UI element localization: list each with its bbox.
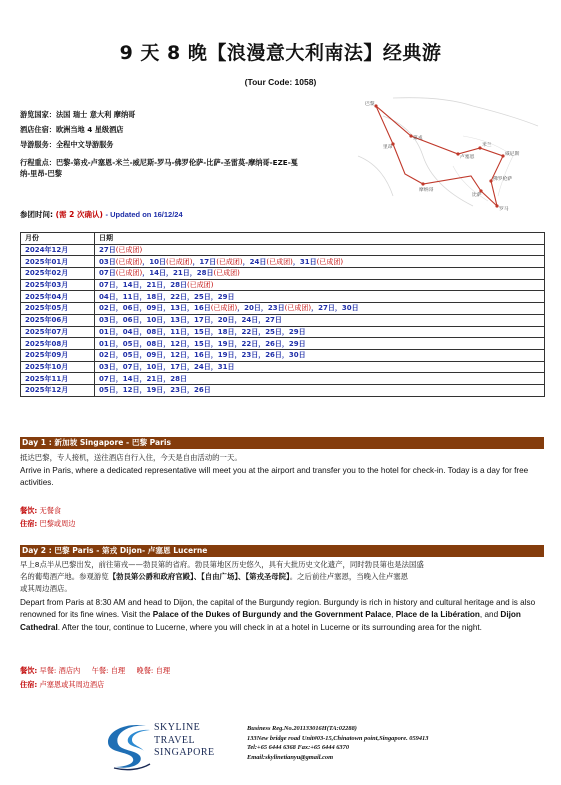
map-label-lucerne: 卢塞恩 [460, 155, 475, 160]
dates-label: 参团时间: [20, 210, 53, 219]
logo-text [154, 722, 215, 760]
dates-cell [95, 256, 545, 268]
month-cell: 2024年12月 [21, 244, 95, 256]
date-text: ，10日 [142, 257, 166, 266]
table-row [21, 338, 545, 350]
date-text: ，20日，23日 [237, 304, 285, 313]
table-row [21, 373, 545, 385]
col-month-header: 月份 [21, 233, 95, 245]
business-phone: Tel:+65 6444 6368 Fax:+65 6444 6370 [247, 744, 350, 752]
table-row [21, 326, 545, 338]
map-label-pisa: 比萨 [472, 193, 482, 198]
confirmed-tag: (已成团) [213, 269, 240, 278]
table-row [21, 244, 545, 256]
dates-table-body [21, 244, 545, 396]
confirmed-tag: (已成团) [186, 281, 214, 290]
departure-dates-table [20, 232, 545, 397]
info-highlights [20, 157, 360, 179]
day2-stay [20, 679, 104, 690]
confirmed-tag: (已成团) [210, 304, 238, 313]
info-highlights-label: 行程重点： [20, 158, 56, 167]
day2-heading: Day 2 : 巴黎 Paris - 第戎 Dijon- 卢塞恩 Lucerne [20, 545, 544, 557]
month-cell: 2025年07月 [21, 326, 95, 338]
day2-en-place: Place de la Libération [395, 610, 480, 620]
map-label-lyon: 里昂 [383, 145, 393, 150]
map-label-florence: 佛罗伦萨 [493, 177, 513, 182]
date-text: ，27日，30日 [311, 304, 359, 313]
info-hotel-value: 欧洲当地 4 星级酒店 [55, 125, 124, 134]
table-row [21, 361, 545, 373]
page-title: 9 天 8 晚【浪漫意大利南法】经典游 [119, 42, 442, 64]
date-text: 03日 [99, 257, 116, 266]
map-label-rome: 罗马 [499, 207, 509, 212]
day2-en-palace: Palace of the Dukes of Burgundy and the Government Palace [152, 610, 392, 620]
date-text: 04日，11日，18日，22日，25日，29日 [99, 292, 235, 301]
business-reg: Business Reg.No.201133016H(TA:02288) [247, 725, 357, 732]
business-address: 133New bridge road Unit#03-15,Chinatown point,Singapore. 059413 [247, 734, 429, 742]
day2-cn-line2c: 。之后前往卢塞恩，当晚入住卢塞恩 [289, 571, 409, 581]
dates-cell [95, 384, 545, 396]
departure-dates-heading [20, 209, 183, 220]
info-guide-value: 全程中文导游服务 [55, 140, 114, 149]
date-text: 01日，04日，08日，11日，15日，18日，22日，25日，29日 [99, 327, 306, 336]
dates-cell [95, 314, 545, 326]
month-cell: 2025年09月 [21, 349, 95, 361]
info-countries [20, 109, 360, 120]
day2-en-e: , and [479, 610, 501, 620]
info-highlights-line1: 巴黎-第戎-卢塞恩-米兰-威尼斯-罗马-佛罗伦萨-比萨-圣雷莫-摩纳哥-EZE-戛 [55, 158, 298, 167]
date-text: 07日，14日，21日，28日 [99, 281, 187, 290]
info-highlights-line2: 纳-里昂-巴黎 [20, 169, 62, 178]
day1-stay [20, 518, 76, 529]
date-text: 07日，14日，21日，28日 [99, 374, 187, 383]
date-text: 03日，06日，10日，13日，17日，20日，24日，27日 [99, 316, 282, 325]
dates-cell [95, 291, 545, 303]
map-label-dijon: 第戎 [413, 136, 423, 141]
day2-cn-line3: 或其周边酒店。 [20, 583, 72, 593]
day2-cn-line2a: 名的葡萄酒产地。参观游览 [20, 571, 109, 581]
day2-stay-value: 卢塞恩或其周边酒店 [39, 680, 105, 689]
month-cell: 2025年01月 [21, 256, 95, 268]
day2-description-cn [20, 559, 546, 594]
confirmed-tag: (已成团) [284, 304, 312, 313]
month-cell: 2025年04月 [21, 291, 95, 303]
dates-cell [95, 373, 545, 385]
date-text: ，24日 [242, 257, 267, 266]
date-text: ，17日 [192, 257, 217, 266]
month-cell: 2025年02月 [21, 268, 95, 280]
confirmed-tag: (已成团) [115, 246, 143, 255]
day1-description-en: Arrive in Paris, where a dedicated representative will meet you at the airport and transfer you to the hotel for check-in. Today is a day for free activities. [20, 466, 529, 488]
day2-en-c: , [391, 610, 396, 620]
table-row [21, 268, 545, 280]
business-email: Email:skylinetianyu@gmail.com [247, 753, 334, 761]
month-cell: 2025年12月 [21, 384, 95, 396]
month-cell: 2025年03月 [21, 279, 95, 291]
info-guide [20, 139, 360, 150]
info-hotel [20, 124, 360, 135]
confirmed-tag: (已成团) [165, 257, 193, 266]
day1-stay-label: 住宿: [20, 519, 38, 528]
map-label-milan: 米兰 [482, 143, 492, 148]
day2-cn-sights: 【勃艮第公爵和政府官殿】、【自由广场】、【第戎圣母院】 [108, 571, 290, 581]
confirmed-tag: (已成团) [216, 257, 243, 266]
day2-en-g: . After the tour, continue to Lucerne, where you will check in at a hotel in Lucerne or its surrounding area for the night. [57, 622, 482, 632]
table-row [21, 384, 545, 396]
table-row [21, 314, 545, 326]
month-cell: 2025年11月 [21, 373, 95, 385]
dates-cell [95, 268, 545, 280]
date-text: ，31日 [292, 257, 317, 266]
day1-meal-value: 无餐食 [39, 506, 62, 515]
day1-stay-value: 巴黎或周边 [39, 519, 76, 528]
day2-en-cathedral: Dijon Cathedral [20, 610, 521, 632]
dates-cell [95, 361, 545, 373]
dates-note: (需 2 次确认) [55, 210, 103, 219]
day2-en-a: Depart from Paris at 8:30 AM and head to Dijon, the capital of the Burgundy region. Burgundy is rich in history and cultural heritage and is also renowned for its fine wines. Visit the [20, 598, 536, 620]
dates-cell [95, 338, 545, 350]
tour-code: (Tour Code: 1058) [244, 77, 317, 87]
date-text: 02日，05日，09日，12日，16日，19日，23日，26日，30日 [99, 351, 306, 360]
day2-meal-label: 餐饮: [20, 666, 38, 675]
day2-dinner: 晚餐: 自理 [136, 666, 171, 675]
route-map [353, 96, 548, 224]
month-cell: 2025年10月 [21, 361, 95, 373]
date-text: 01日，05日，08日，12日，15日，19日，22日，26日，29日 [99, 339, 306, 348]
table-row [21, 349, 545, 361]
day2-breakfast: 早餐: 酒店内 [39, 666, 81, 675]
day1-description-cn: 抵达巴黎，专人接机，送往酒店自行入住，今天是自由活动的一天。 [20, 453, 242, 462]
day2-meals [20, 665, 170, 676]
logo-line3: SINGAPORE [154, 747, 215, 758]
dates-updated: - Updated on 16/12/24 [105, 210, 183, 219]
confirmed-tag: (已成团) [266, 257, 293, 266]
day2-description-en [20, 597, 546, 634]
month-cell: 2025年08月 [21, 338, 95, 350]
info-countries-label: 游览国家： [20, 110, 56, 119]
date-text: 02日，06日，09日，13日，16日 [99, 304, 211, 313]
dates-cell [95, 303, 545, 315]
confirmed-tag: (已成团) [316, 257, 344, 266]
date-text: 03日，07日，10日，17日，24日，31日 [99, 362, 235, 371]
dates-cell [95, 326, 545, 338]
day1-heading: Day 1 : 新加坡 Singapore - 巴黎 Paris [20, 437, 544, 449]
logo-line1: SKYLINE [154, 722, 201, 733]
day2-cn-line1: 早上8点半从巴黎出发，前往第戎——勃艮第的省府。勃艮第地区历史悠久，具有大批历史文化遗产，同时勃艮第也是法国盛 [20, 560, 424, 569]
day1-meals [20, 505, 61, 516]
map-label-monaco: 摩纳哥 [419, 188, 434, 193]
date-text: 05日，12日，19日，23日，26日 [99, 386, 211, 395]
business-info [247, 724, 428, 762]
dates-cell [95, 349, 545, 361]
table-row [21, 303, 545, 315]
confirmed-tag: (已成团) [115, 269, 143, 278]
route-dots [374, 104, 504, 207]
map-label-paris: 巴黎 [365, 102, 375, 107]
table-row [21, 291, 545, 303]
date-text: 27日 [99, 246, 116, 255]
day2-stay-label: 住宿: [20, 680, 38, 689]
month-cell: 2025年06月 [21, 314, 95, 326]
map-label-venice: 威尼斯 [505, 152, 520, 157]
table-row [21, 256, 545, 268]
day2-lunch: 午餐: 自理 [91, 666, 126, 675]
month-cell: 2025年05月 [21, 303, 95, 315]
date-text: 07日 [99, 269, 116, 278]
col-dates-header: 日期 [95, 233, 545, 245]
table-header-row [21, 233, 545, 245]
table-row [21, 279, 545, 291]
info-countries-value: 法国 瑞士 意大利 摩纳哥 [55, 110, 136, 119]
dates-cell [95, 244, 545, 256]
logo-line2: TRAVEL [154, 734, 196, 746]
info-guide-label: 导游服务： [20, 140, 56, 149]
confirmed-tag: (已成团) [115, 257, 143, 266]
info-hotel-label: 酒店住宿： [20, 125, 56, 134]
day1-meal-label: 餐饮: [20, 506, 38, 515]
dates-cell [95, 279, 545, 291]
date-text: ，14日，21日，28日 [142, 269, 214, 278]
